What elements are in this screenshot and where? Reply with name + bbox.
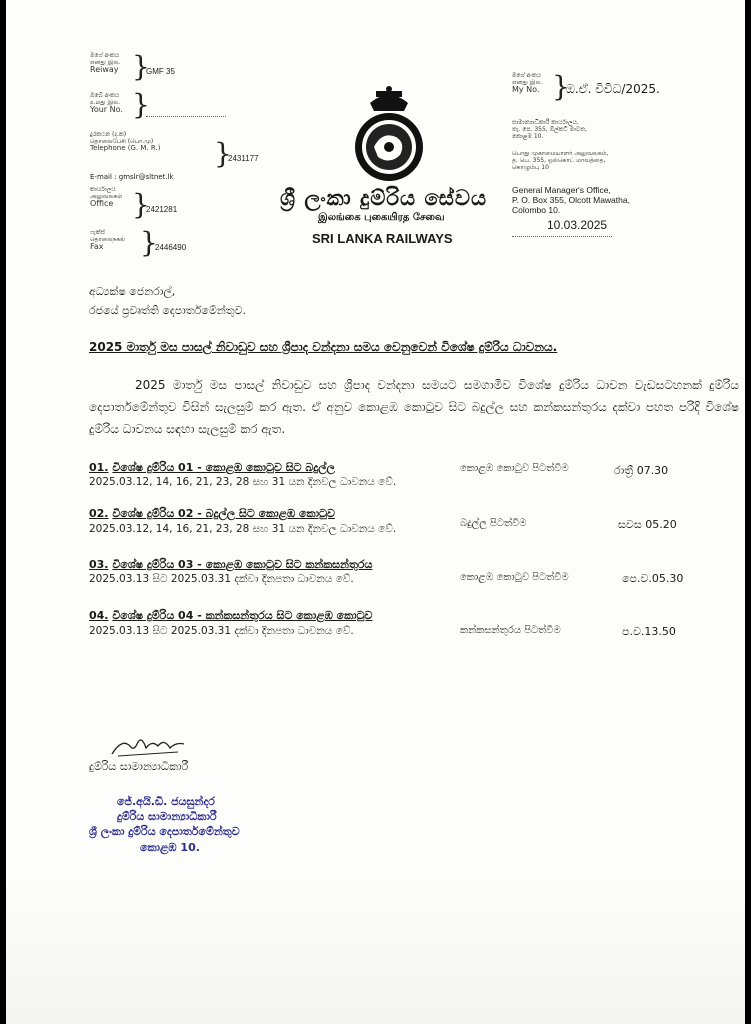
telephone-value: 2431177 [228,154,259,163]
brace: } [140,226,158,259]
office-label: කාර්යාලය அலுவலகம் Office [90,186,123,208]
telephone-label: දුරකථන (ද.ක) தொலைபேசி (பொ.மு) Telephone (G. M. R.) [90,131,161,152]
my-no-label: මගේ අංකය எனது இல. My No. [512,72,543,94]
stamp-title: දුම්රිය සාමාන්‍යාධිකාරී [117,810,217,823]
service-departure: කොළඹ කොටුව පිටත්වීම [460,572,569,583]
our-no-label: මගේ අංකය எனது இல. Reiway [90,52,121,74]
brace: } [132,188,150,221]
service-title: 01. විශේෂ දුම්රිය 01 - කොළඹ කොටුව සිට බදුල්ල [89,461,335,474]
service-departure: කන්කසන්තුරය පිටත්වීම [460,625,561,636]
address-sinhala: සාමාන්‍යාධිකාරී කාර්යාලය, තැ. පෙ. 355, ඕල්කට් මාවත, කොළඹ 10. [512,119,588,140]
service-departure: කොළඹ කොටුව පිටත්වීම [460,463,569,474]
recipient-line-1: අධ්‍යක්ෂ ජෙනරාල්, [89,285,176,298]
service-dates: 2025.03.12, 14, 16, 21, 23, 28 සහ 31 යන දිනවල ධාවනය වේ. [89,476,397,488]
page-bottom-shadow [6,880,745,1024]
service-time: රාත්‍රී 07.30 [614,464,669,477]
my-no-value: ඔ.ඒ. විවිධ/2025. [566,82,660,96]
our-no-value: GMF 35 [146,67,175,76]
body-paragraph: 2025 මාර්තු මස පාසල් නිවාඩුව සහ ශ්‍රීපාද වන්දනා සමයට සමගාමීව විශේෂ දුම්රිය ධාවන වැඩසටහනක් දුම්රිය දෙපාර්තමේන්තුව විසින් සැලසුම් කර ඇත. ඒ අනුව කොළඹ කොටුව සිට බදුල්ල සහ කන්කසන්තුරය දක්වා පහත පරිදි විශේෂ දුම්රිය ධාවනය සඳහා සැලසුම් කර ඇත. [89,378,739,436]
service-time: සවස 05.20 [618,518,677,531]
service-dates: 2025.03.12, 14, 16, 21, 23, 28 සහ 31 යන දිනවල ධාවනය වේ. [89,523,397,535]
your-no-label: ඔබේ අංකය உமது இல. Your No. [90,92,123,114]
office-value: 2421281 [146,205,178,214]
handwritten-signature [108,732,198,762]
stamp-city: කොළඹ 10. [140,841,200,854]
service-title: 04. විශේෂ දුම්රිය 04 - කන්කසන්තුරය සිට කොළඹ කොටුව [89,609,373,622]
letter-date: 10.03.2025 [547,218,608,232]
brace: } [214,137,232,170]
service-title: 03. විශේෂ දුම්රිය 03 - කොළඹ කොටුව සිට කන්කසන්තුරය [89,558,373,571]
org-name-tamil: இலங்கை புகையிரத சேவை [318,212,445,223]
address-tamil: பொது முகாமையாளர் அலுவலகம், த. பெ. 355, ஒல்கொட் மாவத்தை, கொழும்பு 10 [512,150,609,171]
stamp-department: ශ්‍රී ලංකා දුම්රිය දෙපාර්තමේන්තුව [89,825,240,838]
service-dates: 2025.03.13 සිට 2025.03.31 දක්වා දිනපතා ධාවනය වේ. [89,573,354,585]
recipient-line-2: රජයේ ප්‍රවෘත්ති දෙපාර්තමේන්තුව. [89,304,247,317]
org-name-sinhala: ශ්‍රී ලංකා දුම්රිය සේවය [280,186,488,210]
brace: } [552,70,570,103]
your-no-blank [146,116,226,117]
address-english: General Manager's Office, P. O. Box 355, Olcott Mawatha, Colombo 10. [512,185,630,215]
service-title: 02. විශේෂ දුම්රිය 02 - බදුල්ල සිට කොළඹ කොටුව [89,507,335,520]
org-name-english: SRI LANKA RAILWAYS [312,231,453,246]
brace: } [132,50,150,83]
fax-label: ෆැක්ස් தொலைநகல் Fax [90,229,126,251]
letter-subject: 2025 මාර්තු මස පාසල් නිවාඩුව සහ ශ්‍රීපාද වන්දනා සමය වෙනුවෙන් විශේෂ දුම්රිය ධාවනය. [89,340,558,354]
service-dates: 2025.03.13 සිට 2025.03.31 දක්වා දිනපතා ධාවනය වේ. [89,625,354,637]
brace: } [132,88,150,121]
email-line: E-mail : gmslr@sltnet.lk [90,173,174,181]
railway-crest-logo [348,85,430,185]
service-departure: බදුල්ල පිටත්වීම [460,518,527,529]
signatory-title: දුම්රිය සාමාන්‍යාධිකාරී [89,760,189,773]
stamp-name: ජේ.අයි.ඩී. ජයසුන්දර [117,795,215,808]
date-underline [512,236,612,237]
fax-value: 2446490 [155,243,187,252]
service-time: පෙ.ව.05.30 [622,572,684,585]
service-time: ප.ව.13.50 [622,625,676,638]
